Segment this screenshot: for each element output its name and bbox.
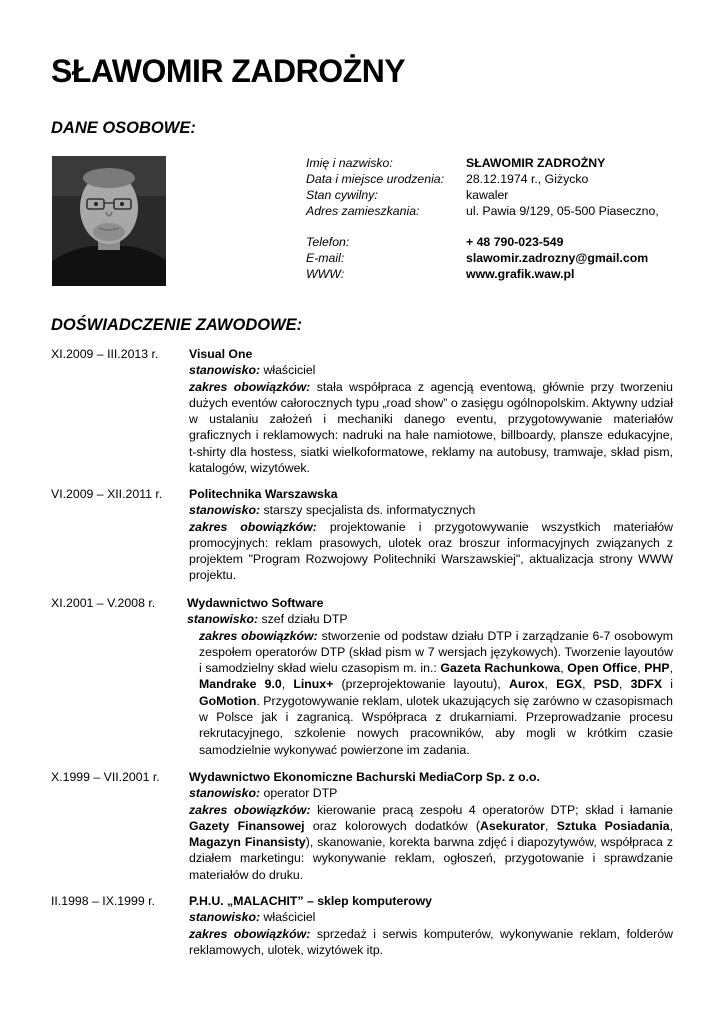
personal-label: Stan cywilny: <box>306 188 378 202</box>
personal-label: Imię i nazwisko: <box>306 156 393 170</box>
job-position: stanowisko: właściciel <box>189 363 316 378</box>
profile-photo <box>52 156 166 286</box>
job-company: Politechnika Warszawska <box>189 487 338 501</box>
personal-label: Data i miejsce urodzenia: <box>306 172 445 186</box>
resume-name: SŁAWOMIR ZADROŻNY <box>51 53 406 89</box>
job-company: P.H.U. „MALACHIT” – sklep komputerowy <box>189 894 433 908</box>
section-title-experience: DOŚWIADCZENIE ZAWODOWE: <box>51 316 303 334</box>
website-link[interactable]: www.grafik.waw.pl <box>466 267 575 281</box>
job-duties: zakres obowiązków: sprzedaż i serwis komputerów, wykonywanie reklam, folderów reklamowych, ulotek, wizytówek itp. <box>189 926 673 957</box>
job-company: Wydawnictwo Software <box>187 596 324 610</box>
job-position: stanowisko: operator DTP <box>189 786 338 801</box>
job-duties: zakres obowiązków: stała współpraca z agencją eventową, głównie przy tworzeniu dużych eventów całorocznych typu „road show” o zasięgu ogólnopolskim. Aktywny udział w ustalaniu założeń i mechaniki danego eventu, przygotowywanie materiałów graficznych i reklamowych: nadruki na hale namiotowe, billboardy, plansze edukacyjne, t-shirty dla hostess, siatki wielkoformatowe, reklamy na autobusy, tramwaje, skład pism, katalogów, wizytówek. <box>189 379 673 476</box>
personal-label: WWW: <box>306 267 345 281</box>
job-date: VI.2009 – XII.2011 r. <box>51 487 163 501</box>
phone-value[interactable]: + 48 790-023-549 <box>466 235 564 249</box>
job-duties: zakres obowiązków: stworzenie od podstaw działu DTP i zarządzanie 6-7 osobowym zespołem operatorów DTP (skład pism w 7 wersjach językowych). Tworzenie layoutów i samodzielny skład wielu czasopism m. in.: Gazeta Rachunkowa, Open Office, PHP, Mandrake 9.0, Linux+ (przeprojektowanie layoutu), Aurox, EGX, PSD, 3DFX i GoMotion. Przygotowywanie reklam, ulotek ukazujących się zarówno w czasopismach w Polsce jak i zagranicą. Współpraca z drukarniami. Przeprowadzanie procesu rekrutacyjnego, szkolenie nowych pracowników, aby mogli w krótkim czasie samodzielnie wykonywać powierzone im zadania. <box>199 628 674 757</box>
job-date: II.1998 – IX.1999 r. <box>51 894 155 908</box>
personal-value: SŁAWOMIR ZADROŻNY <box>466 156 606 170</box>
job-position: stanowisko: starszy specjalista ds. informatycznych <box>189 503 476 518</box>
section-title-personal: DANE OSOBOWE: <box>51 119 196 137</box>
job-duties: zakres obowiązków: kierowanie pracą zespołu 4 operatorów DTP; skład i łamanie Gazety Finansowej oraz kolorowych dodatków (Asekurator, Sztuka Posiadania, Magazyn Finansisty), skanowanie, korekta barwna zdjęć i diapozytywów, współpraca z działem marketingu: wykonywanie reklam, ogłoszeń, przygotowanie i sprawdzanie materiałów do druku. <box>189 802 673 882</box>
job-company: Visual One <box>189 347 253 361</box>
personal-label: E-mail: <box>306 251 345 265</box>
job-position: stanowisko: właściciel <box>189 910 316 925</box>
personal-label: Telefon: <box>306 235 350 249</box>
personal-value: kawaler <box>466 188 509 202</box>
job-company: Wydawnictwo Ekonomiczne Bachurski MediaCorp Sp. z o.o. <box>189 770 540 784</box>
personal-label: Adres zamieszkania: <box>306 204 420 218</box>
job-duties: zakres obowiązków: projektowanie i przygotowywanie wszystkich materiałów promocyjnych: reklam prasowych, ulotek oraz broszur informacyjnych związanych z projektem "Program Rozwojowy Politechniki Warszawskiej", aktualizacja strony WWW projektu. <box>189 519 673 583</box>
personal-value: ul. Pawia 9/129, 05-500 Piaseczno, <box>466 204 659 218</box>
job-date: XI.2001 – V.2008 r. <box>51 596 156 610</box>
personal-value: 28.12.1974 r., Giżycko <box>466 172 589 186</box>
job-date: XI.2009 – III.2013 r. <box>51 347 159 361</box>
email-link[interactable]: slawomir.zadrozny@gmail.com <box>466 251 649 265</box>
job-position: stanowisko: szef działu DTP <box>187 612 348 627</box>
job-date: X.1999 – VII.2001 r. <box>51 770 160 784</box>
